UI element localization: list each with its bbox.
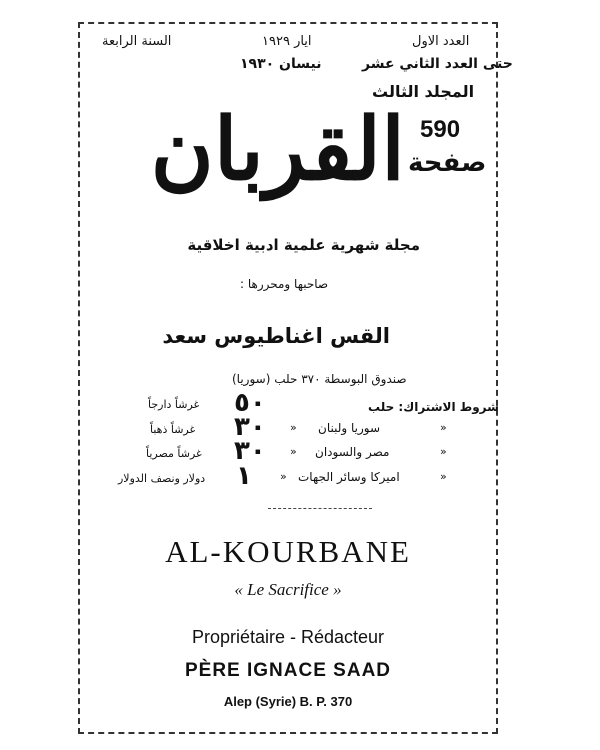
row-unit: دولار ونصف الدولار (118, 472, 206, 485)
row-amount: ١ (236, 461, 252, 491)
row-region: اميركا وسائر الجهات (298, 470, 400, 484)
french-subtitle: « Le Sacrifice » (234, 580, 342, 599)
editor-label: صاحبها ومحررها : (240, 277, 329, 291)
french-address: Alep (Syrie) B. P. 370 (223, 694, 353, 709)
french-title: AL-KOURBANE (165, 534, 411, 569)
row-ditto: « (290, 445, 297, 458)
row-amount: ٣٠ (234, 436, 266, 466)
french-role: Propriétaire - Rédacteur (191, 627, 385, 647)
issue-first: العدد الاول (412, 34, 470, 49)
row-region: سوريا ولبنان (318, 421, 381, 435)
editor-name: القس اغناطيوس سعد (162, 324, 390, 348)
year-label: السنة الرابعة (102, 34, 172, 49)
row-ditto: « (440, 445, 447, 458)
po-box: صندوق البوسطة ٣٧٠ حلب (سوريا) (232, 372, 407, 386)
volume-label: المجلد الثالث (372, 82, 475, 101)
row-unit: غرشاً دارجاً (148, 398, 200, 411)
date-first: ايار ١٩٢٩ (262, 34, 312, 49)
row-region: مصر والسودان (315, 445, 390, 459)
row-unit: غرشاً مصرياً (146, 447, 202, 460)
issue-last: حتى العدد الثاني عشر (362, 56, 513, 72)
row-unit: غرشاً ذهباً (150, 423, 196, 436)
row-ditto: « (280, 470, 287, 483)
row-amount: ٣٠ (234, 412, 266, 442)
row-ditto: « (290, 421, 297, 434)
row-ditto: « (440, 470, 447, 483)
masthead-title: القربان (150, 99, 405, 200)
date-last: نيسان ١٩٣٠ (240, 56, 322, 72)
page-count-number: 590 (420, 116, 461, 143)
row-amount: ٥٠ (234, 388, 266, 418)
french-name: PÈRE IGNACE SAAD (184, 660, 392, 681)
row-ditto: « (440, 421, 447, 434)
subscription-heading: شروط الاشتراك: حلب (368, 400, 499, 414)
section-divider (268, 508, 372, 509)
page-count-label: صفحة (408, 148, 487, 178)
masthead-subtitle: مجلة شهرية علمية ادبية اخلاقية (187, 236, 420, 254)
